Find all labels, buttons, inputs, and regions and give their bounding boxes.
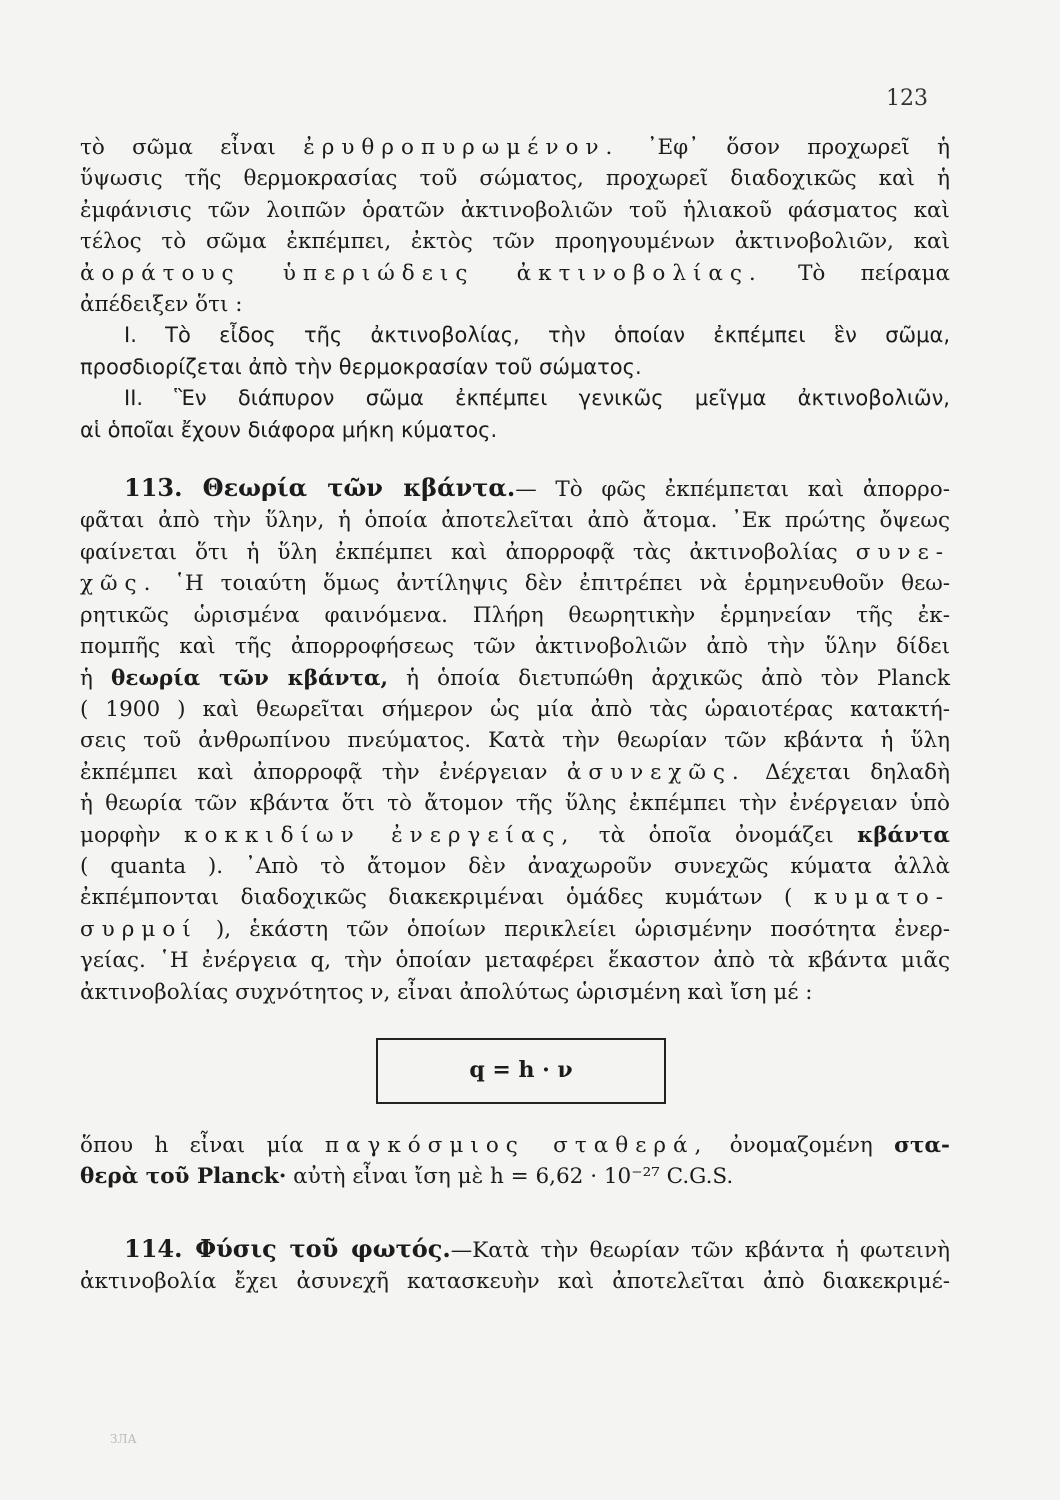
text-line: μορφὴν κοκκιδίων ἐνεργείας, τὰ ὁποῖα ὀνομάζει κβάντα	[80, 822, 950, 848]
text-line: φᾶται ἀπὸ τὴν ὕλην, ἡ ὁποία ἀποτελεῖται ἀπὸ ἄτομα. ᾿Εκ πρώτης ὄψεως	[80, 508, 950, 534]
text-line: ὅπου h εἶναι μία παγκόσμιος σταθερά, ὀνομαζομένη στα-	[80, 1132, 950, 1158]
emphasis-spaced: συρμοί	[80, 916, 198, 942]
emphasis-spaced: κοκκιδίων ἐνεργείας,	[184, 822, 576, 848]
text-line: πομπῆς καὶ τῆς ἀπορροφήσεως τῶν ἀκτινοβολιῶν ἀπὸ τὴν ὕλην δίδει	[80, 634, 950, 660]
bold-term: στα-	[894, 1132, 950, 1158]
text-line: ἀπέδειξεν ὅτι :	[80, 292, 243, 318]
bold-term: θεωρία τῶν κβάντα,	[111, 665, 388, 691]
text-line: ἡ θεωρία τῶν κβάντα ὅτι τὸ ἄτομον τῆς ὕλης ἐκπέμπει τὴν ἐνέργειαν ὑπὸ	[80, 791, 950, 817]
section-heading-114: 114. Φύσις τοῦ φωτός.	[124, 1233, 451, 1263]
emphasis-spaced: ἐρυθροπυρωμένον.	[303, 135, 620, 160]
emphasis-spaced: κυματο-	[813, 885, 950, 911]
bold-term: κβάντα	[857, 822, 950, 848]
text-line: 113. Θεωρία τῶν κβάντα.— Τὸ φῶς ἐκπέμπεται καὶ ἀπορρο-	[124, 473, 950, 503]
finding-item-1: Ι. Τὸ εἶδος τῆς ἀκτινοβολίας, τὴν ὁποίαν ἐκπέμπει ἓν σῶμα,	[124, 323, 950, 348]
text-line: φαίνεται ὅτι ἡ ὕλη ἐκπέμπει καὶ ἀπορροφᾷ τὰς ἀκτινοβολίας συνε-	[80, 539, 950, 565]
text-line: ἡ θεωρία τῶν κβάντα, ἡ ὁποία διετυπώθη ἀρχικῶς ἀπὸ τὸν Planck	[80, 665, 950, 691]
text-line: τέλος τὸ σῶμα ἐκπέμπει, ἐκτὸς τῶν προηγουμένων ἀκτινοβολιῶν, καὶ	[80, 229, 950, 255]
text-line: γείας. ῾Η ἐνέργεια q, τὴν ὁποίαν μεταφέρει ἕκαστον ἀπὸ τὰ κβάντα μιᾶς	[80, 948, 950, 974]
text-line: ρητικῶς ὡρισμένα φαινόμενα. Πλήρη θεωρητικὴν ἑρμηνείαν τῆς ἐκ-	[80, 602, 950, 628]
text-line: ἀοράτους ὑπεριώδεις ἀκτινοβολίας. Τὸ πείραμα	[80, 260, 951, 286]
formula-box	[376, 1038, 666, 1104]
page-body	[80, 132, 950, 1298]
text-line: ( 1900 ) καὶ θεωρεῖται σήμερον ὡς μία ἀπὸ τὰς ὡραιοτέρας κατακτή-	[80, 696, 950, 722]
text-line: ὕψωσις τῆς θερμοκρασίας τοῦ σώματος, προχωρεῖ διαδοχικῶς καὶ ἡ	[80, 166, 950, 192]
emphasis-spaced: συνε-	[855, 539, 950, 565]
formula: q = h · ν	[469, 1057, 573, 1084]
text-line: θερὰ τοῦ Planck· αὐτὴ εἶναι ἴση μὲ h = 6,62 · 10⁻²⁷ C.G.S.	[80, 1164, 734, 1190]
text-line: σεις τοῦ ἀνθρωπίνου πνεύματος. Κατὰ τὴν θεωρίαν τῶν κβάντα ἡ ὕλη	[80, 728, 950, 754]
bold-term: θερὰ τοῦ Planck·	[80, 1164, 287, 1190]
text-line: ( quanta ). ᾿Απὸ τὸ ἄτομον δὲν ἀναχωροῦν συνεχῶς κύματα ἀλλὰ	[80, 853, 950, 879]
corner-mark: ЗЛА	[110, 1432, 137, 1446]
text-line: αἱ ὁποῖαι ἔχουν διάφορα μήκη κύματος.	[80, 417, 498, 442]
text-line: ἐκπέμπονται διαδοχικῶς διακεκριμέναι ὁμάδες κυμάτων ( κυματο-	[80, 885, 950, 911]
text-line: ἀκτινοβολίας συχνότητος ν, εἶναι ἀπολύτως ὡρισμένη καὶ ἴση μέ :	[80, 979, 813, 1005]
finding-item-2: ΙΙ. Ἓν διάπυρον σῶμα ἐκπέμπει γενικῶς μεῖγμα ἀκτινοβολιῶν,	[124, 386, 950, 411]
page-number: 123	[886, 86, 928, 111]
text-line: συρμοί ), ἑκάστη τῶν ὁποίων περικλείει ὡρισμένην ποσότητα ἐνερ-	[80, 916, 950, 942]
text-line: ἐκπέμπει καὶ ἀπορροφᾷ τὴν ἐνέργειαν ἀσυνεχῶς. Δέχεται δηλαδὴ	[80, 759, 950, 785]
text-line: ἐμφάνισις τῶν λοιπῶν ὁρατῶν ἀκτινοβολιῶν τοῦ ἡλιακοῦ φάσματος καὶ	[80, 197, 950, 223]
text-line: τὸ σῶμα εἶναι ἐρυθροπυρωμένον. ᾿Εφ᾿ ὅσον προχωρεῖ ἡ	[80, 135, 951, 160]
emphasis-spaced: χῶς.	[80, 571, 158, 597]
text-line: 114. Φύσις τοῦ φωτός.—Κατὰ τὴν θεωρίαν τῶν κβάντα ἡ φωτεινὴ	[124, 1233, 950, 1263]
emphasis-spaced: ἀοράτους ὑπεριώδεις ἀκτινοβολίας.	[80, 260, 763, 286]
section-heading-113: 113. Θεωρία τῶν κβάντα.	[124, 473, 516, 503]
text-line: ἀκτινοβολία ἔχει ἀσυνεχῆ κατασκευὴν καὶ ἀποτελεῖται ἀπὸ διακεκριμέ-	[80, 1269, 950, 1295]
text-line: προσδιορίζεται ἀπὸ τὴν θερμοκρασίαν τοῦ σώματος.	[80, 354, 642, 379]
text-line: χῶς. ῾Η τοιαύτη ὅμως ἀντίληψις δὲν ἐπιτρέπει νὰ ἑρμηνευθοῦν θεω-	[80, 571, 951, 597]
emphasis-spaced: ἀσυνεχῶς.	[566, 759, 746, 785]
emphasis-spaced: παγκόσμιος σταθερά,	[324, 1132, 709, 1158]
